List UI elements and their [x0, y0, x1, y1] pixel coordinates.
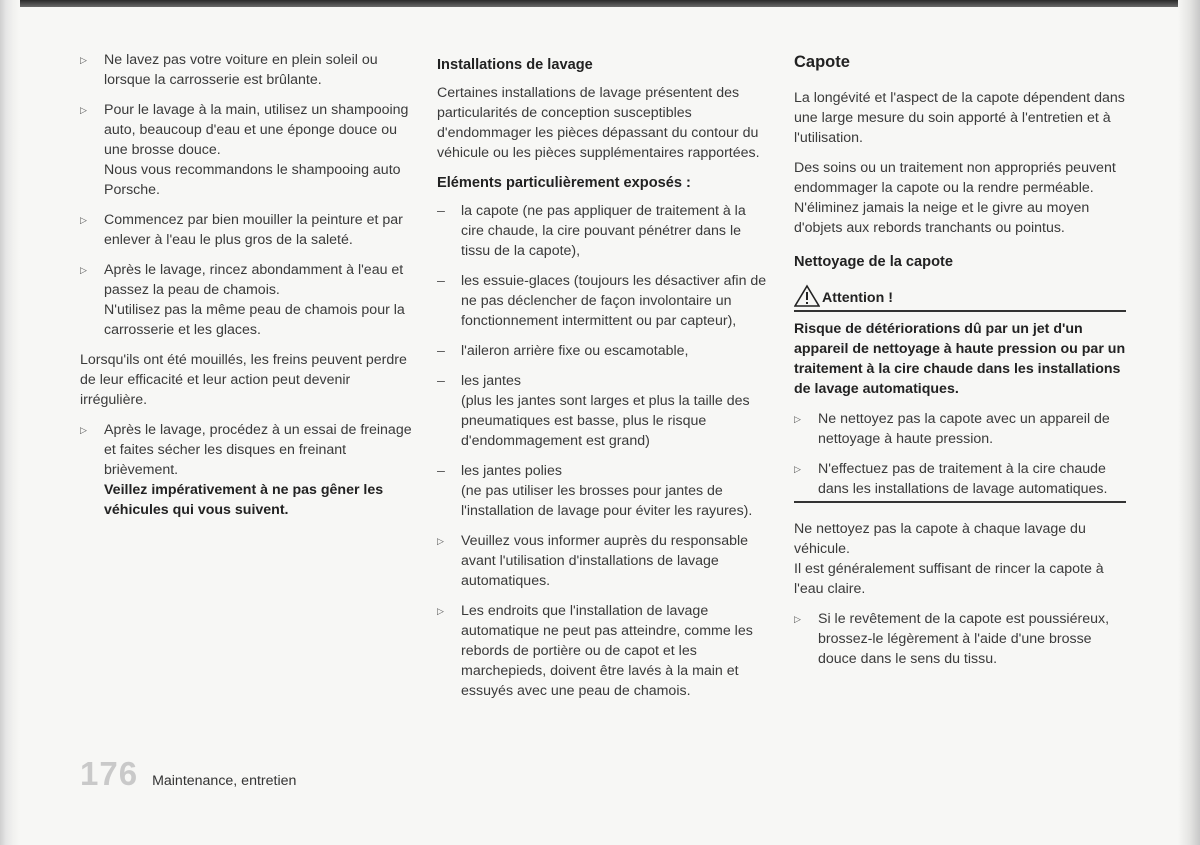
dash-icon: –: [437, 203, 445, 219]
list-item: [80, 420, 415, 520]
list-item: [80, 100, 415, 200]
sub-heading: Eléments particulièrement exposés :: [437, 175, 691, 191]
longevity-paragraph: La longévité et l'aspect de la capote dépendent dans une large mesure du soin apporté à l'entretien et à l'utilisation.: [794, 90, 1125, 146]
page-left-edge: [0, 0, 20, 845]
list-item: [437, 461, 770, 521]
list-item: [794, 459, 1126, 499]
bullet-arrow-icon: ▷: [80, 265, 87, 275]
list-item: [80, 210, 415, 250]
bullet-arrow-icon: ▷: [80, 425, 87, 435]
bullet-text: Les endroits que l'installation de lavage automatique ne peut pas atteindre, comme les rebords de portière ou de capot et les marchepieds, doivent être lavés à la main et essuyés avec une peau de chamois.: [461, 603, 753, 699]
page-footer: [80, 755, 296, 793]
middle-column: [437, 50, 770, 711]
bullet-arrow-icon: ▷: [794, 414, 801, 424]
section-heading: Installations de lavage: [437, 57, 593, 73]
bullet-text: Ne lavez pas votre voiture en plein soleil ou lorsque la carrosserie est brûlante.: [104, 52, 378, 88]
bullet-text: Après le lavage, rincez abondamment à l'eau et passez la peau de chamois. N'utilisez pas la même peau de chamois pour la carrosserie et les glaces.: [104, 262, 405, 338]
bullet-arrow-icon: ▷: [437, 606, 444, 616]
attention-label: Attention !: [822, 290, 893, 306]
sub-heading: Nettoyage de la capote: [794, 254, 953, 270]
dash-text: les jantes polies (ne pas utiliser les brosses pour jantes de l'installation de lavage pour éviter les rayures).: [461, 463, 753, 519]
cleaning-paragraph: Ne nettoyez pas la capote à chaque lavage du véhicule. Il est généralement suffisant de rincer la capote à l'eau claire.: [794, 521, 1104, 597]
list-item: [794, 609, 1126, 669]
dash-text: la capote (ne pas appliquer de traitement à la cire chaude, la cire pouvant pénétrer dans le tissu de la capote),: [461, 203, 746, 259]
dash-text: les jantes (plus les jantes sont larges et plus la taille des pneumatiques est basse, plus le risque d'endommagement est grand): [461, 373, 750, 449]
attention-header: [794, 284, 1126, 312]
list-item: [80, 260, 415, 340]
list-item: [437, 371, 770, 451]
care-paragraph: Des soins ou un traitement non appropriés peuvent endommager la capote ou la rendre perméable. N'éliminez jamais la neige et le givre au moyen d'objets aux rebords tranchants ou pointus.: [794, 160, 1116, 236]
page-number: 176: [80, 755, 139, 792]
list-item: [794, 409, 1126, 449]
left-column: [80, 50, 415, 530]
bullet-text: Après le lavage, procédez à un essai de freinage et faites sécher les disques en freinant brièvement.: [104, 422, 412, 478]
list-item: [437, 271, 770, 331]
bullet-text: Si le revêtement de la capote est poussiéreux, brossez-le légèrement à l'aide d'une brosse douce dans le sens du tissu.: [818, 611, 1110, 667]
dash-icon: –: [437, 343, 445, 359]
list-item: [437, 201, 770, 261]
warning-bullets: [794, 409, 1126, 503]
section-heading: Capote: [794, 53, 850, 71]
bullet-arrow-icon: ▷: [794, 464, 801, 474]
intro-paragraph: Certaines installations de lavage présentent des particularités de conception susceptibles d'endommager les pièces dépassant du contour du véhicule ou les pièces supplémentaires rapportées.: [437, 85, 760, 161]
dash-text: les essuie-glaces (toujours les désactiver afin de ne pas déclencher de façon involontaire un fonctionnement intermittent ou par capteur),: [461, 273, 767, 329]
bullet-arrow-icon: ▷: [794, 614, 801, 624]
bullet-text: Pour le lavage à la main, utilisez un shampooing auto, beaucoup d'eau et une éponge douce ou une brosse douce. Nous vous recommandons le shampooing auto Porsche.: [104, 102, 409, 198]
warning-triangle-icon: [794, 284, 820, 308]
warning-text: Risque de détériorations dû par un jet d'un appareil de nettoyage à haute pression ou par un traitement à la cire chaude dans les installations de lavage automatiques.: [794, 321, 1126, 397]
bullet-text: Veuillez vous informer auprès du responsable avant l'utilisation d'installations de lavage automatiques.: [461, 533, 749, 589]
bullet-arrow-icon: ▷: [80, 55, 87, 65]
brakes-paragraph: Lorsqu'ils ont été mouillés, les freins peuvent perdre de leur efficacité et leur action peut devenir irrégulière.: [80, 352, 407, 408]
bullet-arrow-icon: ▷: [80, 105, 87, 115]
bullet-arrow-icon: ▷: [437, 536, 444, 546]
list-item: [437, 341, 770, 361]
bullet-bold-text: Veillez impérativement à ne pas gêner les véhicules qui vous suivent.: [104, 482, 384, 518]
dash-icon: –: [437, 373, 445, 389]
dash-icon: –: [437, 463, 445, 479]
bullet-arrow-icon: ▷: [80, 215, 87, 225]
page-top-edge: [0, 0, 1200, 7]
section-title: Maintenance, entretien: [152, 773, 297, 789]
list-item: [437, 531, 770, 591]
list-item: [437, 601, 770, 701]
dash-icon: –: [437, 273, 445, 289]
list-item: [80, 50, 415, 90]
dash-text: l'aileron arrière fixe ou escamotable,: [461, 343, 689, 359]
bullet-text: N'effectuez pas de traitement à la cire chaude dans les installations de lavage automatiques.: [818, 461, 1108, 497]
right-column: [794, 50, 1126, 679]
page-right-edge: [1178, 0, 1200, 845]
bullet-text: Ne nettoyez pas la capote avec un appareil de nettoyage à haute pression.: [818, 411, 1110, 447]
bullet-text: Commencez par bien mouiller la peinture et par enlever à l'eau le plus gros de la saleté.: [104, 212, 403, 248]
